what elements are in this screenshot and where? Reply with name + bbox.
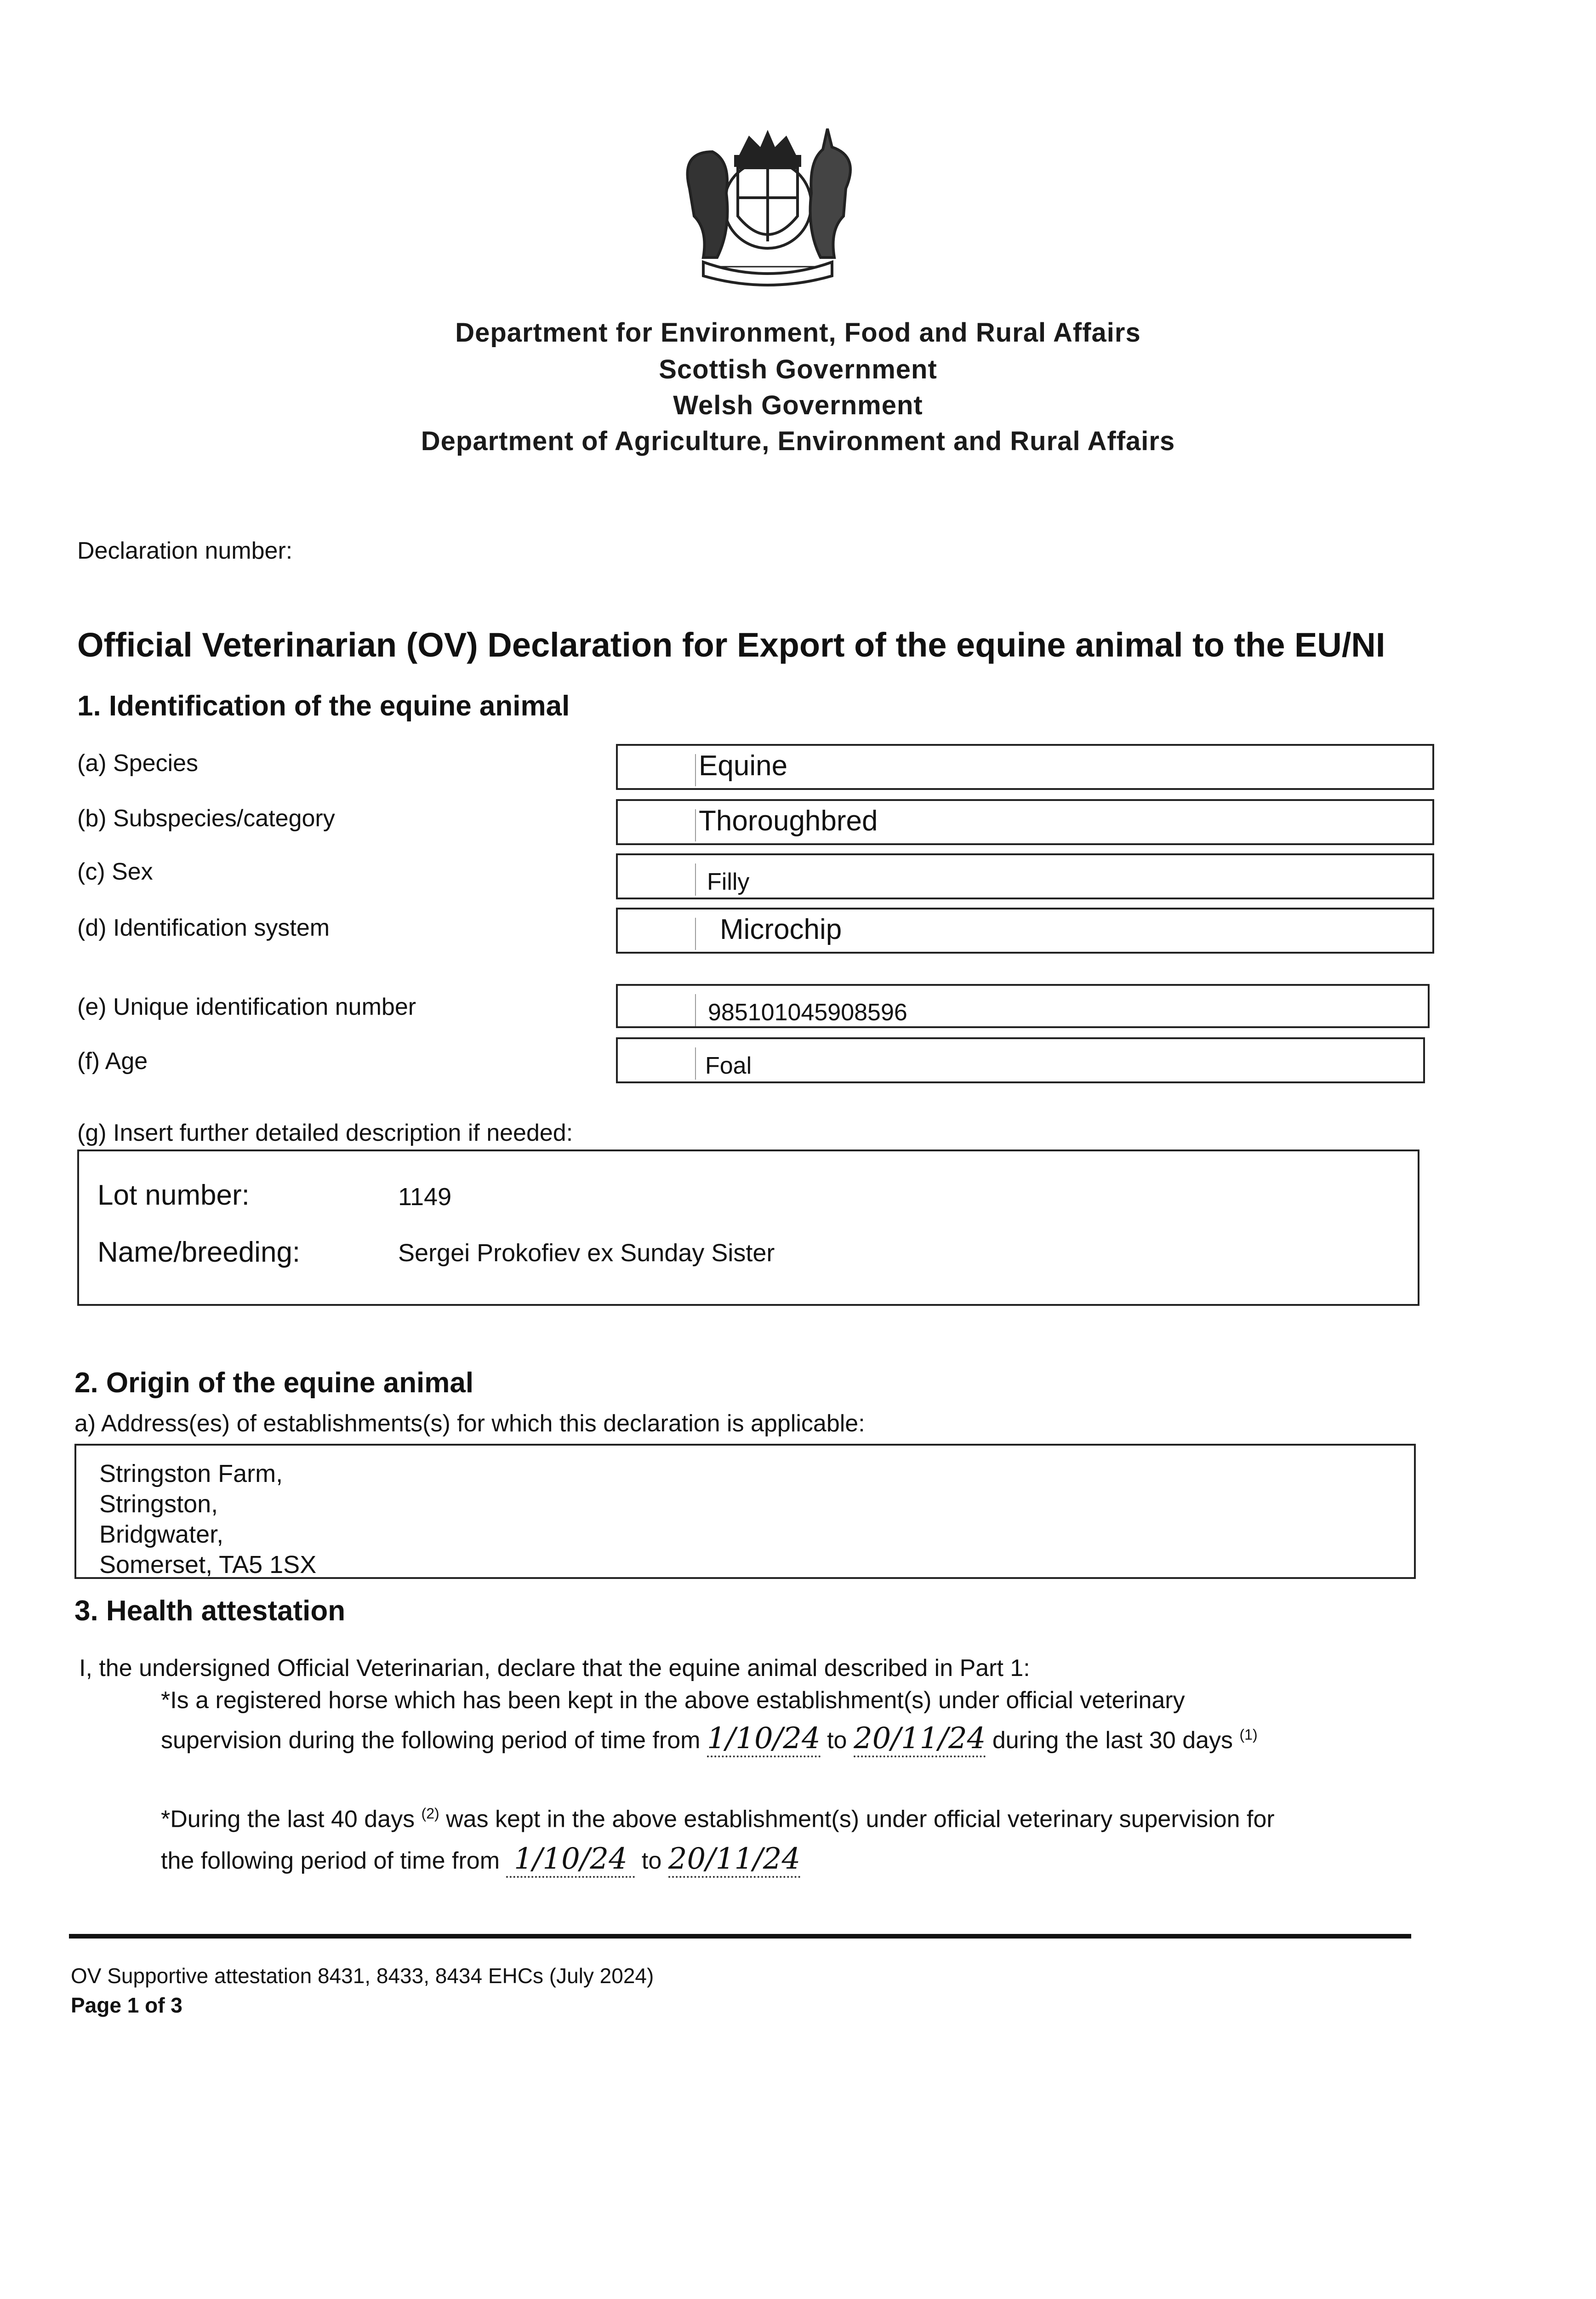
field-value-subspecies: Thoroughbred xyxy=(699,805,878,837)
field-label-sex: (c) Sex xyxy=(77,858,153,885)
statement2-text-c: the following period of time from xyxy=(161,1847,500,1874)
field-label-species: (a) Species xyxy=(77,750,198,777)
statement1-line2 xyxy=(161,1721,1258,1757)
footer-page-number: Page 1 of 3 xyxy=(71,1993,182,2017)
field-species xyxy=(616,744,1434,790)
statement2-to-word: to xyxy=(641,1847,662,1874)
field-value-id-system: Microchip xyxy=(720,914,842,945)
address-label: a) Address(es) of establishments(s) for which this declaration is applicable: xyxy=(74,1410,865,1437)
name-breeding-label: Name/breeding: xyxy=(97,1236,301,1268)
field-value-species: Equine xyxy=(699,750,788,782)
field-label-uid: (e) Unique identification number xyxy=(77,994,416,1020)
statement1-text: supervision during the following period of time from xyxy=(161,1727,701,1754)
field-label-id-system: (d) Identification system xyxy=(77,915,330,941)
statement2-from-date: 1/10/24 xyxy=(506,1842,635,1878)
field-age xyxy=(616,1037,1425,1083)
statement1-line1: *Is a registered horse which has been kept in the above establishment(s) under official veterinary xyxy=(161,1687,1185,1714)
statement1-footnote: (1) xyxy=(1239,1726,1258,1743)
field-value-age: Foal xyxy=(705,1052,752,1079)
field-id-system xyxy=(616,908,1434,954)
attestation-intro: I, the undersigned Official Veterinarian, declare that the equine animal described in Part 1: xyxy=(79,1655,1030,1681)
field-value-uid: 985101045908596 xyxy=(708,999,907,1026)
statement2-to-date: 20/11/24 xyxy=(668,1842,800,1878)
field-uid xyxy=(616,984,1430,1028)
field-sex xyxy=(616,853,1434,899)
further-description-box xyxy=(77,1150,1419,1306)
statement2-text-b: was kept in the above establishment(s) under official veterinary supervision for xyxy=(446,1806,1275,1833)
footer-attestation-ref: OV Supportive attestation 8431, 8433, 8434 EHCs (July 2024) xyxy=(71,1964,654,1988)
address-line-3: Bridgwater, xyxy=(99,1521,224,1548)
address-box xyxy=(74,1444,1416,1579)
address-line-1: Stringston Farm, xyxy=(99,1460,283,1487)
header-line-defra: Department for Environment, Food and Rural Affairs xyxy=(455,318,1141,348)
statement2-line1 xyxy=(161,1805,1275,1833)
header-line-daera: Department of Agriculture, Environment and Rural Affairs xyxy=(421,426,1175,456)
statement2-line2 xyxy=(161,1842,800,1878)
section1-heading: 1. Identification of the equine animal xyxy=(77,690,570,722)
royal-coat-of-arms-icon xyxy=(662,124,873,290)
section2-heading: 2. Origin of the equine animal xyxy=(74,1367,474,1399)
header-line-scottish-gov: Scottish Government xyxy=(659,355,937,384)
footer-divider xyxy=(69,1934,1411,1939)
lot-number-value: 1149 xyxy=(398,1183,452,1211)
section3-heading: 3. Health attestation xyxy=(74,1595,346,1627)
statement1-to-date: 20/11/24 xyxy=(854,1721,986,1757)
further-description-label: (g) Insert further detailed description if needed: xyxy=(77,1120,573,1146)
name-breeding-value: Sergei Prokofiev ex Sunday Sister xyxy=(398,1239,775,1267)
field-label-subspecies: (b) Subspecies/category xyxy=(77,805,335,832)
statement2-text-a: *During the last 40 days xyxy=(161,1806,415,1833)
field-value-sex: Filly xyxy=(707,869,750,895)
statement1-period: during the last 30 days xyxy=(992,1727,1233,1754)
address-line-2: Stringston, xyxy=(99,1490,218,1518)
statement2-footnote: (2) xyxy=(421,1805,439,1822)
field-subspecies xyxy=(616,799,1434,845)
statement1-to-word: to xyxy=(827,1727,847,1754)
lot-number-label: Lot number: xyxy=(97,1179,250,1211)
field-label-age: (f) Age xyxy=(77,1048,148,1075)
statement1-from-date: 1/10/24 xyxy=(707,1721,821,1757)
header-line-welsh-gov: Welsh Government xyxy=(673,390,923,420)
page-title: Official Veterinarian (OV) Declaration for Export of the equine animal to the EU/NI xyxy=(77,626,1385,664)
declaration-number-label: Declaration number: xyxy=(77,538,293,564)
address-line-4: Somerset, TA5 1SX xyxy=(99,1551,317,1578)
